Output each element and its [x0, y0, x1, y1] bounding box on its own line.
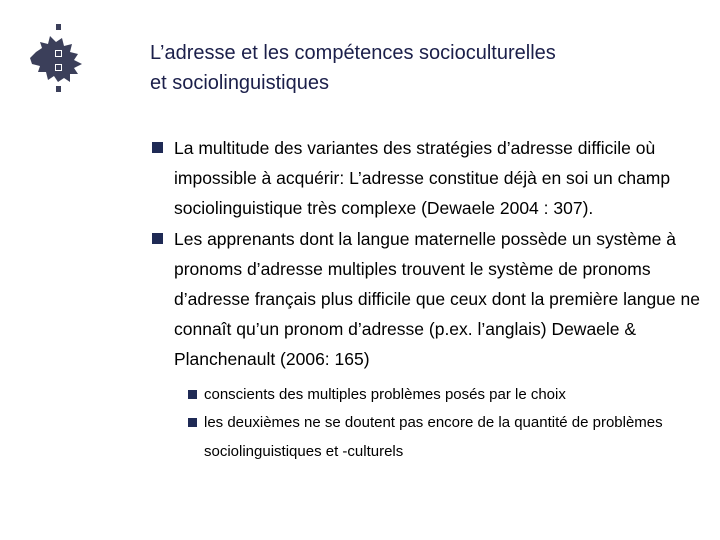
square-bullet-icon [152, 142, 163, 153]
page-title [150, 38, 710, 98]
square-bullet-icon [152, 233, 163, 244]
title-line-2: et sociolinguistiques [150, 72, 329, 94]
bullet-text: La multitude des variantes des stratégies d’adresse difficile où impossible à acquérir: L’adresse constitue déjà en soi un champ sociolinguistique très complexe (Dewaele 2004 : 307). [174, 138, 671, 219]
sub-bullet-text: les deuxièmes ne se doutent pas encore de la quantité de problèmes sociolinguistiques et -culturels [204, 414, 663, 460]
bullet-item [150, 224, 710, 375]
square-bullet-icon [188, 418, 197, 427]
bullet-item [150, 133, 710, 224]
university-emblem-icon [20, 22, 92, 98]
sub-bullet-item [150, 409, 710, 466]
sub-bullet-text: conscients des multiples problèmes posés par le choix [204, 385, 566, 403]
sub-bullet-list [150, 381, 710, 467]
bullet-text: Les apprenants dont la langue maternelle possède un système à pronoms d’adresse multiples trouvent le système de pronoms d’adresse français plus difficile que ceux dont la première langue ne connaît qu’un pronom d’adresse (p.ex. l’anglais) Dewaele & Planchenault (2006: 165) [174, 228, 700, 370]
square-bullet-icon [188, 390, 197, 399]
sub-bullet-item [150, 381, 710, 410]
slide-body [150, 133, 710, 466]
title-line-1: L’adresse et les compétences socioculturelles [150, 42, 556, 64]
